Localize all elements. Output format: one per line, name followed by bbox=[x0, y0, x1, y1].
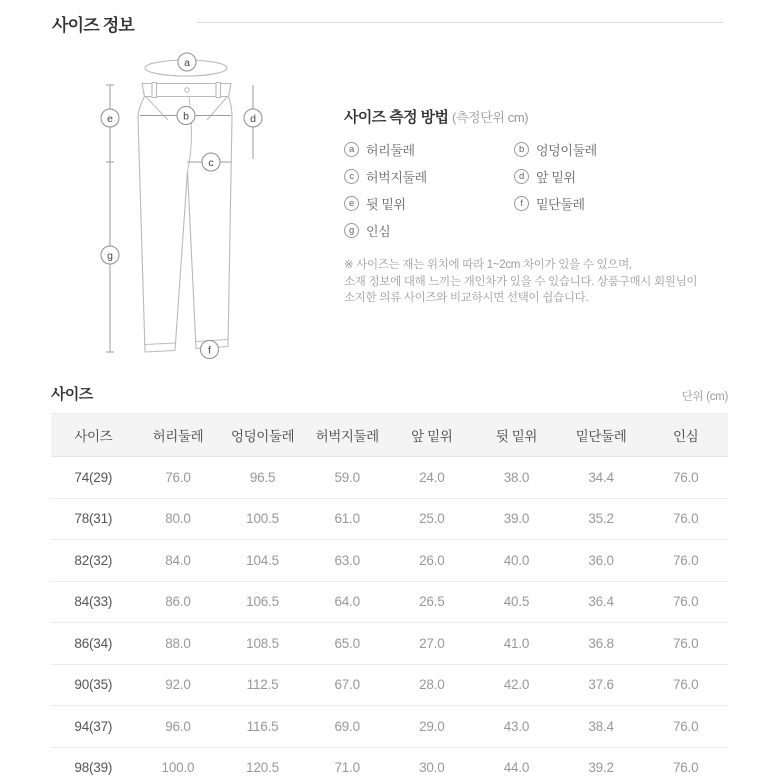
badge-a bbox=[178, 53, 196, 71]
measure-cell: 67.0 bbox=[305, 664, 390, 706]
measure-cell: 108.5 bbox=[220, 623, 305, 665]
measure-cell: 30.0 bbox=[390, 747, 475, 781]
measure-letter-badge: b bbox=[514, 142, 529, 157]
size-table-row bbox=[51, 664, 728, 706]
measure-cell: 39.2 bbox=[559, 747, 644, 781]
measure-cell: 40.5 bbox=[474, 581, 559, 623]
measure-cell: 100.0 bbox=[136, 747, 221, 781]
badge-e bbox=[101, 109, 119, 127]
measure-label: 허리둘레 bbox=[366, 143, 415, 158]
measure-cell: 43.0 bbox=[474, 706, 559, 748]
size-table-row bbox=[51, 457, 728, 499]
size-note-line: ※ 사이즈는 재는 위치에 따라 1~2cm 차이가 있을 수 있으며, bbox=[344, 259, 632, 271]
measure-letter-badge: e bbox=[344, 196, 359, 211]
measure-cell: 38.0 bbox=[474, 457, 559, 499]
measure-cell: 39.0 bbox=[474, 498, 559, 540]
measure-cell: 76.0 bbox=[643, 747, 728, 781]
badge-d bbox=[244, 109, 262, 127]
measure-guide-item bbox=[344, 194, 514, 213]
measure-cell: 69.0 bbox=[305, 706, 390, 748]
size-note-line: 소재 정보에 대해 느끼는 개인차가 있을 수 있습니다. 상품구매시 회원님이 bbox=[344, 275, 698, 288]
measure-cell: 76.0 bbox=[643, 540, 728, 582]
size-table-column-header: 인심 bbox=[643, 414, 728, 457]
measure-cell: 36.0 bbox=[559, 540, 644, 582]
measure-guide-title-row bbox=[344, 106, 752, 127]
size-cell: 74(29) bbox=[51, 457, 136, 499]
measure-label: 엉덩이둘레 bbox=[536, 143, 597, 158]
measure-cell: 88.0 bbox=[136, 623, 221, 665]
size-cell: 90(35) bbox=[51, 664, 136, 706]
measure-cell: 86.0 bbox=[136, 581, 221, 623]
measure-cell: 38.4 bbox=[559, 706, 644, 748]
measure-cell: 27.0 bbox=[390, 623, 475, 665]
size-cell: 82(32) bbox=[51, 540, 136, 582]
measure-letter-badge: g bbox=[344, 223, 359, 238]
measure-cell: 25.0 bbox=[390, 498, 475, 540]
svg-text:a: a bbox=[184, 56, 190, 69]
measure-letter-badge: c bbox=[344, 169, 359, 184]
size-table-row bbox=[51, 498, 728, 540]
size-table-column-header: 허리둘레 bbox=[136, 414, 221, 457]
measure-cell: 26.0 bbox=[390, 540, 475, 582]
size-table-title: 사이즈 bbox=[51, 386, 93, 403]
measure-cell: 40.0 bbox=[474, 540, 559, 582]
badge-g bbox=[101, 246, 119, 264]
measure-cell: 76.0 bbox=[643, 457, 728, 499]
measure-cell: 28.0 bbox=[390, 664, 475, 706]
measure-cell: 44.0 bbox=[474, 747, 559, 781]
header-rule bbox=[196, 22, 724, 23]
measure-cell: 64.0 bbox=[305, 581, 390, 623]
measure-guide-item bbox=[344, 167, 514, 186]
size-table-column-header: 뒷 밑위 bbox=[474, 414, 559, 457]
size-table-section bbox=[51, 383, 728, 781]
measure-cell: 96.5 bbox=[220, 457, 305, 499]
measure-cell: 37.6 bbox=[559, 664, 644, 706]
measure-cell: 36.4 bbox=[559, 581, 644, 623]
measure-guide-item bbox=[344, 140, 514, 159]
badge-c bbox=[202, 153, 220, 171]
measure-cell: 26.5 bbox=[390, 581, 475, 623]
size-cell: 98(39) bbox=[51, 747, 136, 781]
measure-cell: 106.5 bbox=[220, 581, 305, 623]
belt-loop-right bbox=[216, 83, 221, 98]
size-table-column-header: 밑단둘레 bbox=[559, 414, 644, 457]
measure-cell: 59.0 bbox=[305, 457, 390, 499]
measure-cell: 116.5 bbox=[220, 706, 305, 748]
measure-guide bbox=[344, 106, 752, 307]
size-note bbox=[344, 257, 752, 307]
svg-text:c: c bbox=[208, 156, 214, 169]
unit-label: 단위 (cm) bbox=[681, 391, 728, 403]
size-table-body bbox=[51, 457, 728, 781]
svg-text:e: e bbox=[107, 112, 113, 125]
size-table-column-header: 허벅지둘레 bbox=[305, 414, 390, 457]
measure-cell: 76.0 bbox=[643, 706, 728, 748]
measure-label: 밑단둘레 bbox=[536, 197, 585, 212]
measure-cell: 76.0 bbox=[136, 457, 221, 499]
size-table-column-header: 사이즈 bbox=[51, 414, 136, 457]
pants-outline bbox=[138, 97, 232, 353]
measure-guide-item bbox=[514, 167, 752, 186]
measure-cell: 100.5 bbox=[220, 498, 305, 540]
measure-cell: 76.0 bbox=[643, 664, 728, 706]
measure-letter-badge: d bbox=[514, 169, 529, 184]
size-table-header-row bbox=[51, 414, 728, 457]
measure-cell: 61.0 bbox=[305, 498, 390, 540]
measure-cell: 84.0 bbox=[136, 540, 221, 582]
measure-cell: 80.0 bbox=[136, 498, 221, 540]
size-table-row bbox=[51, 540, 728, 582]
measure-cell: 41.0 bbox=[474, 623, 559, 665]
size-table bbox=[51, 413, 728, 781]
badge-b bbox=[177, 107, 195, 125]
measure-guide-item bbox=[514, 140, 752, 159]
measure-cell: 35.2 bbox=[559, 498, 644, 540]
badge-f bbox=[201, 341, 219, 359]
measure-label: 뒷 밑위 bbox=[366, 197, 406, 212]
size-table-row bbox=[51, 581, 728, 623]
measure-cell: 76.0 bbox=[643, 498, 728, 540]
measure-cell: 120.5 bbox=[220, 747, 305, 781]
size-table-header bbox=[51, 414, 728, 457]
pants-measurement-diagram bbox=[75, 45, 295, 375]
size-cell: 78(31) bbox=[51, 498, 136, 540]
pants-diagram-svg bbox=[75, 45, 295, 375]
measure-cell: 92.0 bbox=[136, 664, 221, 706]
measure-guide-item bbox=[344, 221, 514, 240]
measure-letter-badge: a bbox=[344, 142, 359, 157]
measure-cell: 76.0 bbox=[643, 623, 728, 665]
measure-label: 앞 밑위 bbox=[536, 170, 576, 185]
size-table-column-header: 앞 밑위 bbox=[390, 414, 475, 457]
measure-cell: 29.0 bbox=[390, 706, 475, 748]
svg-text:f: f bbox=[208, 344, 211, 357]
belt-loop-left bbox=[152, 83, 157, 98]
size-table-row bbox=[51, 623, 728, 665]
measure-cell: 34.4 bbox=[559, 457, 644, 499]
size-table-row bbox=[51, 747, 728, 781]
size-cell: 84(33) bbox=[51, 581, 136, 623]
measure-cell: 36.8 bbox=[559, 623, 644, 665]
svg-text:b: b bbox=[183, 110, 189, 123]
measure-guide-item bbox=[514, 194, 752, 213]
measure-cell: 76.0 bbox=[643, 581, 728, 623]
measure-cell: 104.5 bbox=[220, 540, 305, 582]
size-cell: 86(34) bbox=[51, 623, 136, 665]
measure-label: 허벅지둘레 bbox=[366, 170, 427, 185]
measure-letter-badge: f bbox=[514, 196, 529, 211]
measure-cell: 96.0 bbox=[136, 706, 221, 748]
svg-text:d: d bbox=[250, 112, 256, 125]
size-table-head bbox=[51, 383, 728, 404]
page-title: 사이즈 정보 bbox=[52, 16, 135, 35]
measure-guide-list bbox=[344, 140, 752, 240]
measure-cell: 112.5 bbox=[220, 664, 305, 706]
size-table-column-header: 엉덩이둘레 bbox=[220, 414, 305, 457]
measure-guide-unit: (측정단위 cm) bbox=[451, 110, 529, 125]
measure-cell: 24.0 bbox=[390, 457, 475, 499]
measure-cell: 71.0 bbox=[305, 747, 390, 781]
size-table-row bbox=[51, 706, 728, 748]
size-cell: 94(37) bbox=[51, 706, 136, 748]
measure-cell: 63.0 bbox=[305, 540, 390, 582]
measure-guide-title: 사이즈 측정 방법 bbox=[344, 109, 449, 126]
measure-label: 인심 bbox=[366, 224, 391, 239]
size-note-line: 소지한 의류 사이즈와 비교하시면 선택이 쉽습니다. bbox=[344, 292, 589, 305]
svg-text:g: g bbox=[107, 249, 113, 262]
measure-cell: 65.0 bbox=[305, 623, 390, 665]
measure-cell: 42.0 bbox=[474, 664, 559, 706]
